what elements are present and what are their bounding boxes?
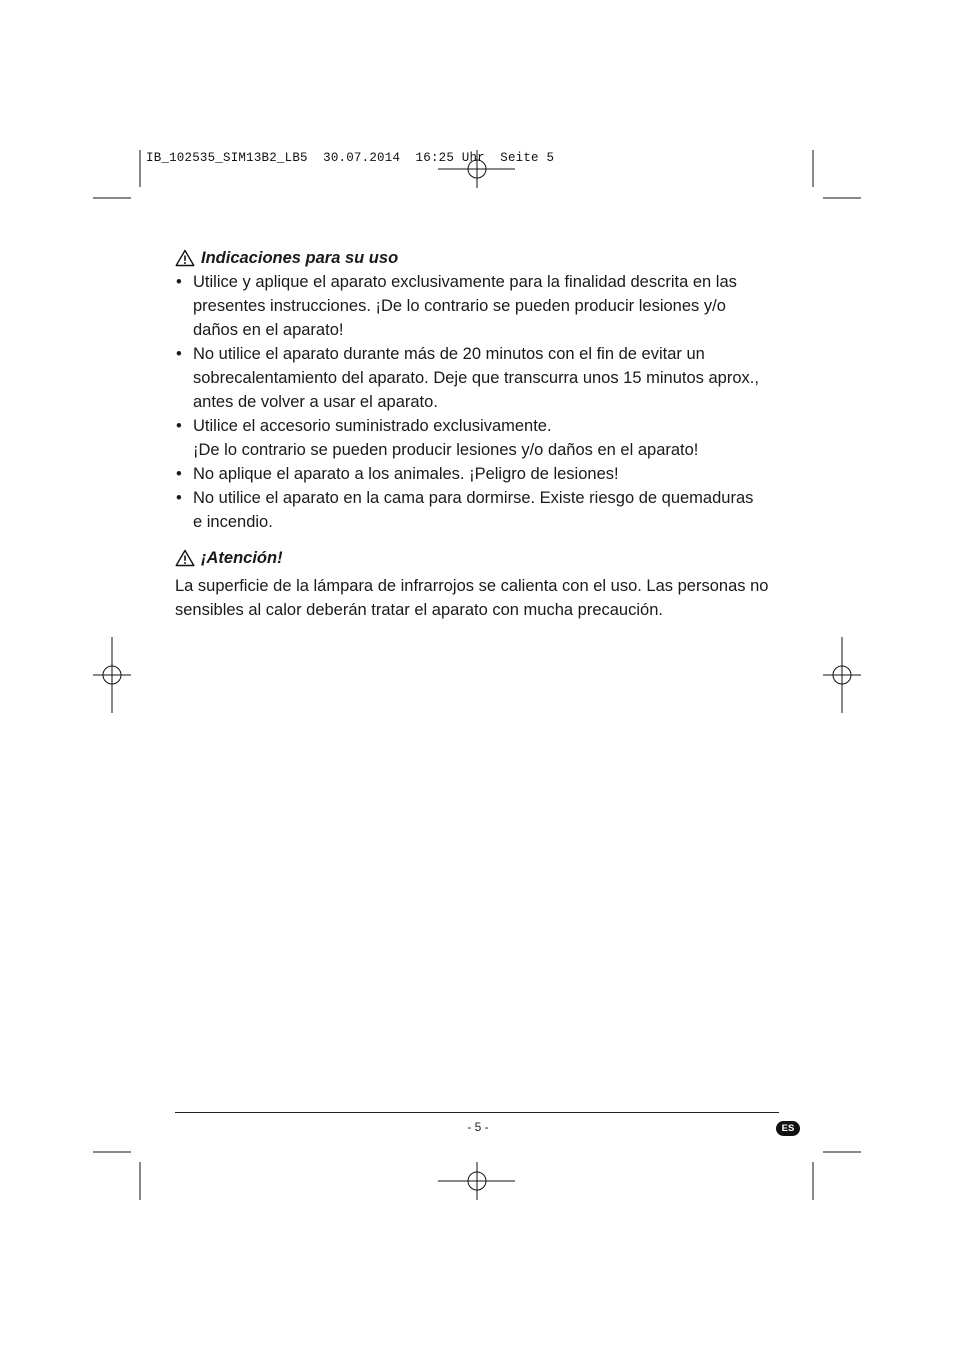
page-number: - 5 - <box>467 1120 489 1134</box>
bullet-glyph: • <box>176 417 182 435</box>
page-content <box>175 246 785 622</box>
list-item-line: No aplique el aparato a los animales. ¡Peligro de lesiones! <box>193 465 619 483</box>
list-item <box>175 270 785 342</box>
list-item <box>175 462 785 486</box>
list-item <box>175 342 785 414</box>
section-heading-usage <box>175 246 785 270</box>
bullet-glyph: • <box>176 273 182 291</box>
bullet-glyph: • <box>176 345 182 363</box>
list-item-line: Utilice y aplique el aparato exclusivamente para la finalidad descrita en las <box>193 273 737 291</box>
warning-triangle-icon <box>175 549 195 567</box>
warning-triangle-icon <box>175 249 195 267</box>
bullet-glyph: • <box>176 489 182 507</box>
language-badge: ES <box>776 1121 800 1136</box>
section-heading-attention <box>175 546 785 570</box>
list-item-line: antes de volver a usar el aparato. <box>193 393 438 411</box>
list-item <box>175 414 785 462</box>
usage-list <box>175 270 785 534</box>
print-slug-line: IB_102535_SIM13B2_LB5 30.07.2014 16:25 Uhr Seite 5 <box>146 151 555 165</box>
list-item-line: No utilice el aparato durante más de 20 minutos con el fin de evitar un <box>193 345 705 363</box>
footer-rule <box>175 1112 779 1113</box>
list-item-line: ¡De lo contrario se pueden producir lesiones y/o daños en el aparato! <box>193 441 699 459</box>
list-item-line: daños en el aparato! <box>193 321 344 339</box>
list-item-line: presentes instrucciones. ¡De lo contrario se pueden producir lesiones y/o <box>193 297 726 315</box>
attention-paragraph <box>175 574 785 622</box>
list-item-line: sobrecalentamiento del aparato. Deje que transcurra unos 15 minutos aprox., <box>193 369 759 387</box>
section-title: Indicaciones para su uso <box>201 249 399 267</box>
paragraph-line: La superficie de la lámpara de infrarrojos se calienta con el uso. Las personas no <box>175 577 769 595</box>
section-title: ¡Atención! <box>201 549 283 567</box>
list-item <box>175 486 785 534</box>
list-item-line: Utilice el accesorio suministrado exclusivamente. <box>193 417 552 435</box>
paragraph-line: sensibles al calor deberán tratar el aparato con mucha precaución. <box>175 601 663 619</box>
list-item-line: e incendio. <box>193 513 273 531</box>
bullet-glyph: • <box>176 465 182 483</box>
list-item-line: No utilice el aparato en la cama para dormirse. Existe riesgo de quemaduras <box>193 489 754 507</box>
